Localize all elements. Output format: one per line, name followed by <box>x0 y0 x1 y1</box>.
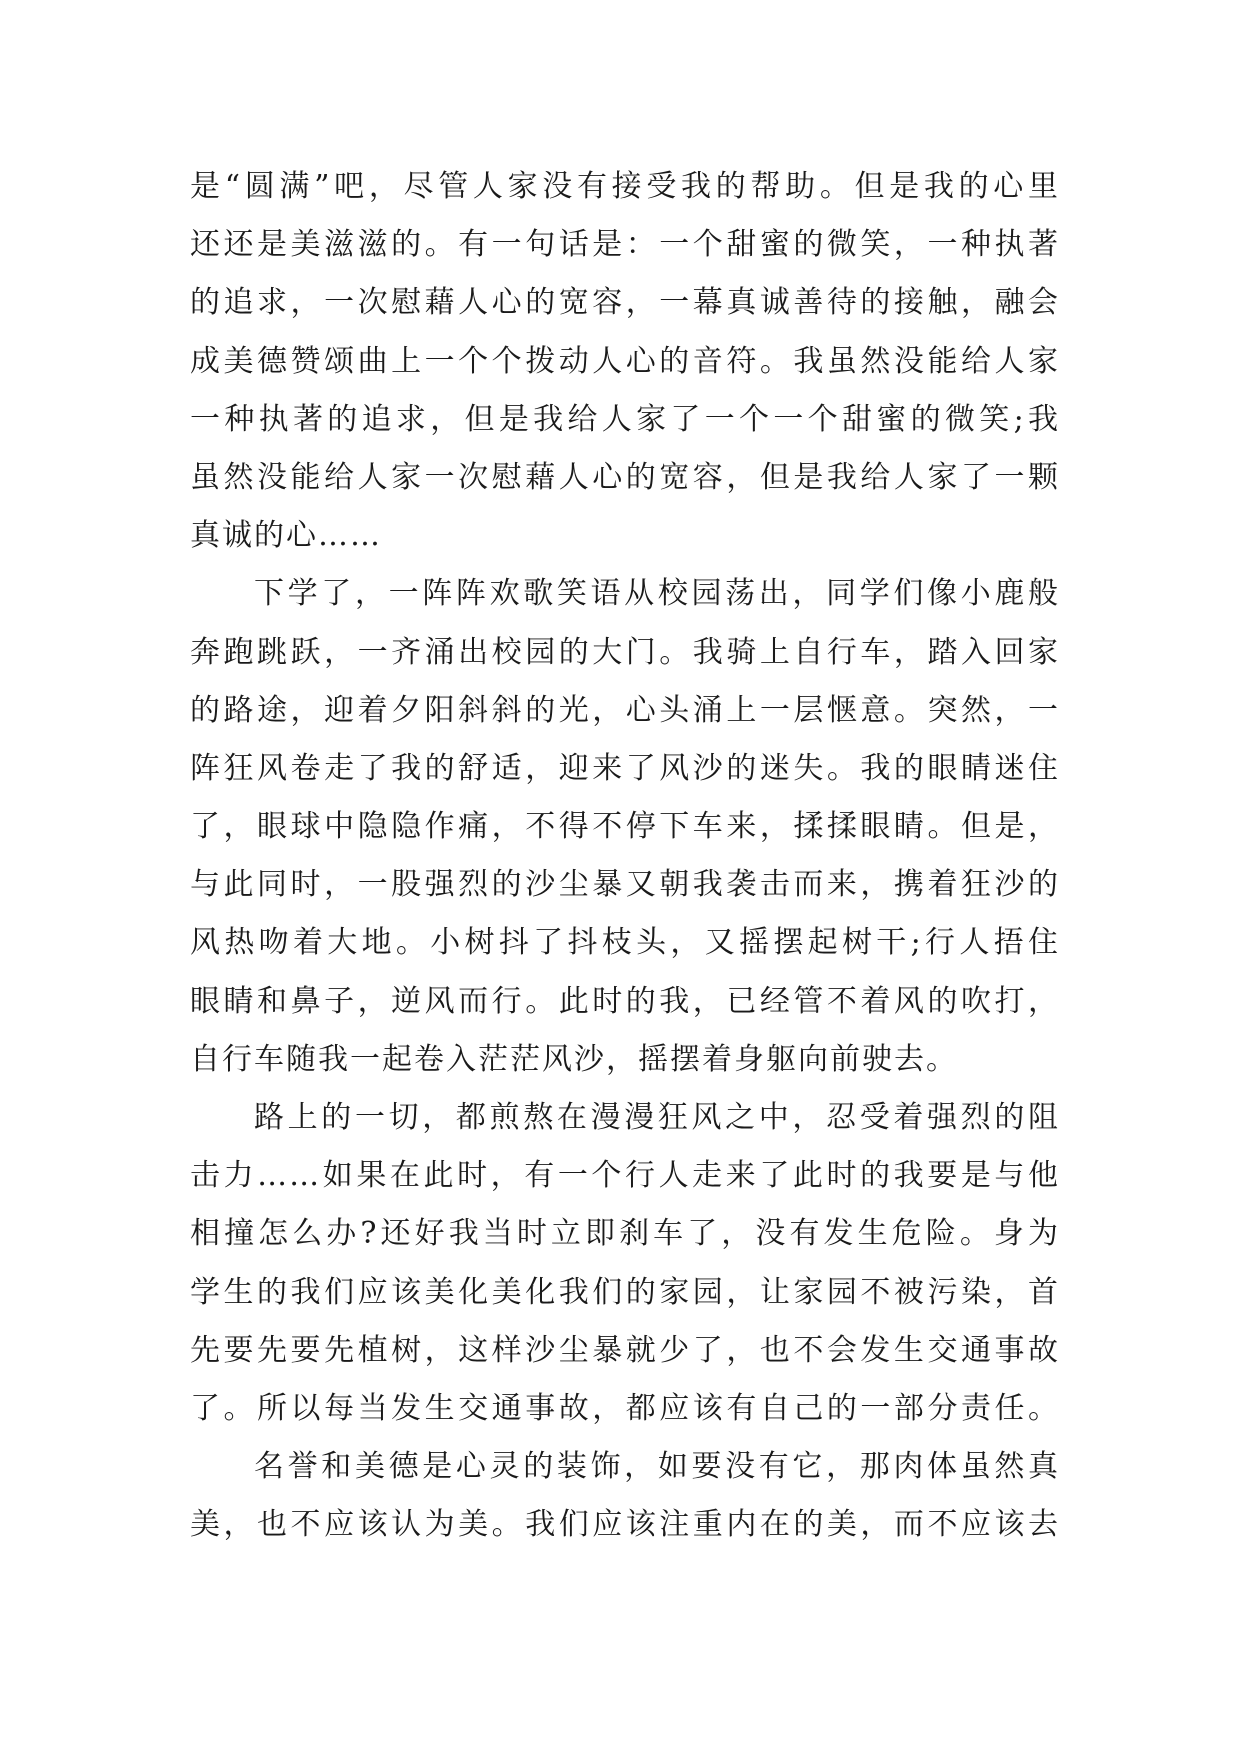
text-line: 了。所以每当发生交通事故，都应该有自己的一部分责任。 <box>190 1390 1060 1426</box>
paragraph-first-line: 名誉和美德是心灵的装饰，如要没有它，那肉体虽然真 <box>254 1449 1060 1485</box>
paragraph-first-line: 路上的一切，都煎熬在漫漫狂风之中，忍受着强烈的阻 <box>254 1100 1060 1135</box>
text-line: 还还是美滋滋的。有一句话是：一个甜蜜的微笑，一种执著 <box>190 227 1060 263</box>
text-line: 学生的我们应该美化美化我们的家园，让家园不被污染，首 <box>190 1274 1060 1310</box>
text-line: 奔跑跳跃，一齐涌出校园的大门。我骑上自行车，踏入回家 <box>190 634 1060 670</box>
text-line: 虽然没能给人家一次慰藉人心的宽容，但是我给人家了一颗 <box>190 459 1060 495</box>
text-line: 一种执著的追求，但是我给人家了一个一个甜蜜的微笑;我 <box>190 401 1060 437</box>
text-line: 先要先要先植树，这样沙尘暴就少了，也不会发生交通事故 <box>190 1332 1060 1368</box>
text-line: 真诚的心…… <box>190 518 382 554</box>
text-line: 成美德赞颂曲上一个个拨动人心的音符。我虽然没能给人家 <box>190 343 1060 379</box>
text-line: 的追求，一次慰藉人心的宽容，一幕真诚善待的接触，融会 <box>190 285 1060 321</box>
paragraph-first-line: 下学了，一阵阵欢歌笑语从校园荡出，同学们像小鹿般 <box>254 576 1060 612</box>
text-line: 了，眼球中隐隐作痛，不得不停下车来，揉揉眼睛。但是， <box>190 809 1060 845</box>
text-line: 与此同时，一股强烈的沙尘暴又朝我袭击而来，携着狂沙的 <box>190 867 1060 903</box>
text-line: 美，也不应该认为美。我们应该注重内在的美，而不应该去 <box>190 1507 1060 1543</box>
text-line: 眼睛和鼻子，逆风而行。此时的我，已经管不着风的吹打， <box>190 983 1060 1019</box>
text-line: 阵狂风卷走了我的舒适，迎来了风沙的迷失。我的眼睛迷住 <box>190 750 1060 786</box>
essay-body <box>190 158 1060 1555</box>
text-line: 击力……如果在此时，有一个行人走来了此时的我要是与他 <box>190 1158 1060 1194</box>
text-line: 自行车随我一起卷入茫茫风沙，摇摆着身躯向前驶去。 <box>190 1041 958 1077</box>
text-line: 相撞怎么办?还好我当时立即刹车了，没有发生危险。身为 <box>190 1216 1060 1252</box>
text-line: 是“圆满”吧，尽管人家没有接受我的帮助。但是我的心里 <box>190 169 1060 204</box>
text-line: 的路途，迎着夕阳斜斜的光，心头涌上一层惬意。突然，一 <box>190 692 1060 728</box>
text-line: 风热吻着大地。小树抖了抖枝头，又摇摆起树干;行人捂住 <box>190 925 1060 961</box>
